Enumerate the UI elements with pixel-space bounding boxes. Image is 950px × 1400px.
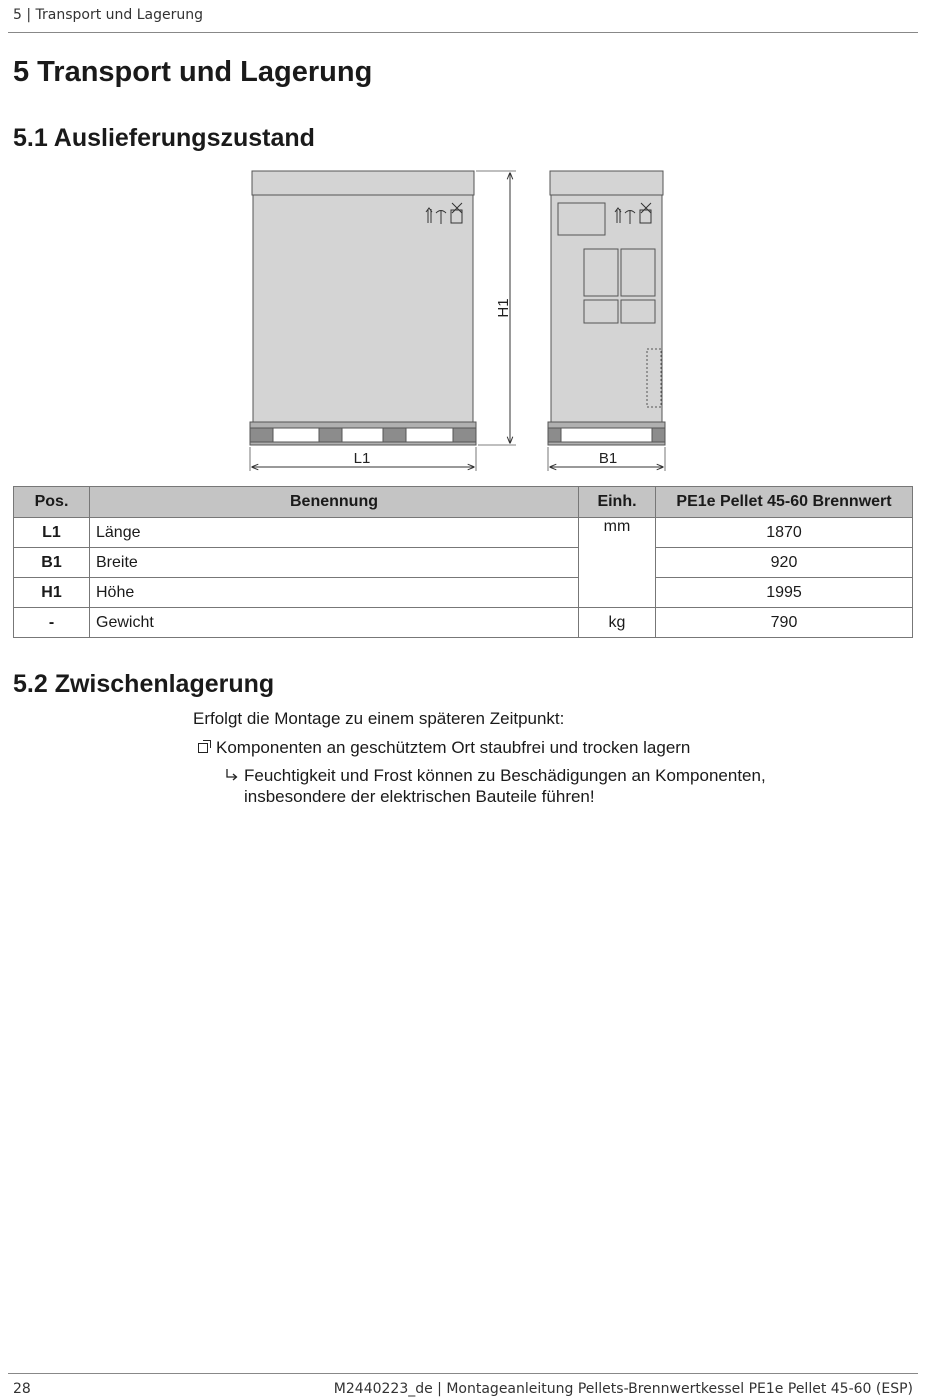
row-value: 1995 bbox=[656, 578, 913, 608]
row-name: Gewicht bbox=[90, 608, 579, 638]
width-dimension bbox=[548, 447, 665, 471]
result-arrow-icon bbox=[224, 765, 244, 790]
row-name: Höhe bbox=[90, 578, 579, 608]
table-header-row bbox=[14, 487, 913, 518]
row-value: 920 bbox=[656, 548, 913, 578]
running-header: 5 | Transport und Lagerung bbox=[13, 7, 204, 23]
storage-result-line-1: Feuchtigkeit und Frost können zu Beschädigungen an Komponenten, bbox=[244, 766, 766, 785]
storage-result bbox=[224, 765, 844, 807]
row-unit: mm bbox=[579, 518, 656, 608]
dimension-drawing bbox=[240, 165, 680, 475]
row-pos: - bbox=[14, 608, 90, 638]
column-header-value: PE1e Pellet 45-60 Brennwert bbox=[656, 487, 913, 518]
height-label: H1 bbox=[495, 298, 512, 318]
section-title-storage: 5.2 Zwischenlagerung bbox=[13, 670, 275, 698]
storage-step bbox=[198, 737, 690, 758]
row-name: Breite bbox=[90, 548, 579, 578]
length-label: L1 bbox=[353, 450, 371, 467]
side-view bbox=[548, 171, 665, 445]
column-header-unit: Einh. bbox=[579, 487, 656, 518]
storage-intro: Erfolgt die Montage zu einem späteren Zeitpunkt: bbox=[193, 709, 565, 728]
row-name: Länge bbox=[90, 518, 579, 548]
section-title-delivery: 5.1 Auslieferungszustand bbox=[13, 124, 315, 152]
delivery-dimensions-figure bbox=[240, 165, 680, 475]
header-divider bbox=[8, 32, 918, 33]
storage-result-line-2: insbesondere der elektrischen Bauteile führen! bbox=[244, 787, 595, 806]
table-row bbox=[14, 578, 913, 608]
height-dimension bbox=[476, 171, 516, 445]
dimensions-table bbox=[13, 486, 913, 638]
footer-divider bbox=[8, 1373, 918, 1374]
table-row bbox=[14, 608, 913, 638]
length-dimension bbox=[250, 447, 476, 471]
row-value: 1870 bbox=[656, 518, 913, 548]
chapter-title: 5 Transport und Lagerung bbox=[13, 56, 373, 88]
row-pos: L1 bbox=[14, 518, 90, 548]
row-unit: kg bbox=[579, 608, 656, 638]
table-row bbox=[14, 518, 913, 548]
column-header-pos: Pos. bbox=[14, 487, 90, 518]
column-header-name: Benennung bbox=[90, 487, 579, 518]
table-row bbox=[14, 548, 913, 578]
row-value: 790 bbox=[656, 608, 913, 638]
row-pos: B1 bbox=[14, 548, 90, 578]
row-pos: H1 bbox=[14, 578, 90, 608]
storage-step-text: Komponenten an geschütztem Ort staubfrei und trocken lagern bbox=[216, 738, 691, 757]
action-step-icon bbox=[198, 743, 208, 753]
front-view bbox=[250, 171, 476, 445]
page-number: 28 bbox=[13, 1381, 31, 1397]
document-reference: M2440223_de | Montageanleitung Pellets-Brennwertkessel PE1e Pellet 45-60 (ESP) bbox=[333, 1381, 913, 1397]
width-label: B1 bbox=[598, 450, 618, 467]
